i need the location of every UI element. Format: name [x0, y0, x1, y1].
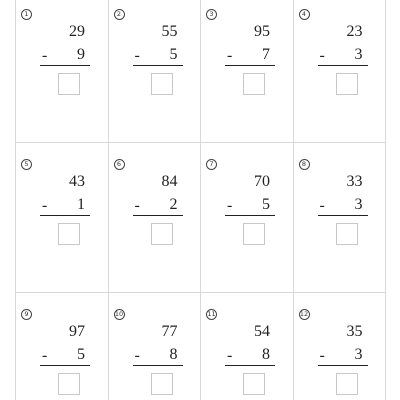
answer-line — [40, 65, 90, 66]
problem-number: 9 — [21, 309, 32, 320]
problem-cell — [16, 293, 109, 400]
problem-cell — [201, 143, 294, 293]
problem-number: 7 — [206, 159, 217, 170]
problem-number: 5 — [21, 159, 32, 170]
minuend: 77 — [161, 323, 178, 340]
answer-box[interactable] — [243, 223, 265, 245]
subtrahend: 3 — [354, 46, 363, 63]
problem-cell — [201, 0, 294, 143]
minus-sign: - — [319, 47, 325, 64]
subtrahend: 1 — [77, 196, 85, 213]
answer-line — [40, 215, 90, 216]
problem-cell — [294, 293, 387, 400]
minus-sign: - — [227, 47, 233, 64]
answer-box[interactable] — [243, 373, 265, 395]
minuend: 33 — [346, 173, 363, 190]
problem-number: 4 — [299, 9, 310, 20]
minus-sign: - — [42, 197, 48, 214]
minuend: 54 — [254, 323, 270, 340]
minus-sign: - — [319, 347, 325, 364]
answer-line — [225, 65, 275, 66]
minus-sign: - — [227, 197, 233, 214]
answer-box[interactable] — [58, 373, 80, 395]
answer-box[interactable] — [336, 223, 358, 245]
problem-number: 11 — [207, 310, 216, 318]
answer-line — [318, 65, 368, 66]
minus-sign: - — [227, 347, 233, 364]
problem-number: 1 — [21, 9, 32, 20]
problem-number: 3 — [206, 9, 217, 20]
problem-cell — [109, 293, 202, 400]
minus-sign: - — [134, 197, 140, 214]
subtrahend: 2 — [169, 196, 178, 213]
minuend: 70 — [254, 173, 270, 190]
answer-line — [133, 65, 183, 66]
answer-box[interactable] — [336, 73, 358, 95]
minus-sign: - — [134, 47, 140, 64]
subtrahend: 5 — [262, 196, 270, 213]
answer-box[interactable] — [58, 73, 80, 95]
problem-cell — [109, 0, 202, 143]
minuend: 29 — [69, 23, 85, 40]
problem-cell — [16, 143, 109, 293]
answer-box[interactable] — [243, 73, 265, 95]
answer-line — [318, 215, 368, 216]
problem-number: 2 — [114, 9, 125, 20]
minuend: 35 — [346, 323, 363, 340]
subtrahend: 8 — [262, 346, 270, 363]
answer-box[interactable] — [336, 373, 358, 395]
problem-cell — [16, 0, 109, 143]
answer-line — [318, 365, 368, 366]
answer-box[interactable] — [58, 223, 80, 245]
answer-box[interactable] — [151, 73, 173, 95]
problem-cell — [294, 143, 387, 293]
minuend: 95 — [254, 23, 270, 40]
subtrahend: 3 — [354, 196, 363, 213]
answer-box[interactable] — [151, 223, 173, 245]
minuend: 23 — [346, 23, 363, 40]
answer-line — [225, 365, 275, 366]
problem-number: 8 — [299, 159, 310, 170]
minus-sign: - — [319, 197, 325, 214]
answer-line — [40, 365, 90, 366]
answer-line — [133, 365, 183, 366]
subtrahend: 9 — [77, 46, 85, 63]
problem-cell — [201, 293, 294, 400]
subtrahend: 5 — [169, 46, 178, 63]
problem-grid — [15, 0, 386, 400]
answer-box[interactable] — [151, 373, 173, 395]
minus-sign: - — [42, 347, 48, 364]
minus-sign: - — [42, 47, 48, 64]
minuend: 43 — [69, 173, 85, 190]
minuend: 84 — [161, 173, 178, 190]
subtrahend: 8 — [169, 346, 178, 363]
problem-number: 10 — [114, 310, 124, 318]
subtrahend: 3 — [354, 346, 363, 363]
subtrahend: 5 — [77, 346, 85, 363]
answer-line — [225, 215, 275, 216]
problem-number: 12 — [299, 310, 309, 318]
problem-cell — [109, 143, 202, 293]
minus-sign: - — [134, 347, 140, 364]
problem-cell — [294, 0, 387, 143]
minuend: 55 — [161, 23, 178, 40]
problem-number: 6 — [114, 159, 125, 170]
subtrahend: 7 — [262, 46, 270, 63]
minuend: 97 — [69, 323, 85, 340]
answer-line — [133, 215, 183, 216]
